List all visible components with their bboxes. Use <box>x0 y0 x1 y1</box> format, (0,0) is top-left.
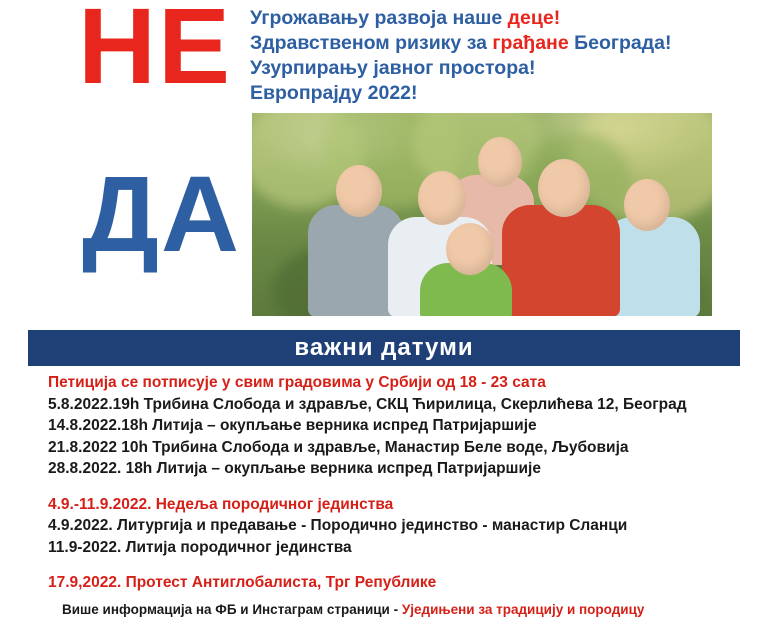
date-line: 21.8.2022 10h Трибина Слобода и здравље, Манастир Беле воде, Љубовија <box>48 438 629 456</box>
head <box>446 223 494 275</box>
family-photo <box>252 113 712 316</box>
footer-highlight: Уједињени за традицију и породицу <box>401 602 645 617</box>
torso <box>502 205 620 316</box>
headline-no: НЕ <box>78 0 233 106</box>
date-line: 4.9.2022. Литургија и предавање - Породично јединство - манастир Сланци <box>48 517 628 534</box>
slogan-line-2 <box>250 31 750 56</box>
headline-yes: ДА <box>82 153 241 274</box>
slogan-1-highlight: деце! <box>507 7 561 29</box>
footer-note <box>62 602 762 617</box>
slogan-list <box>250 6 750 106</box>
head <box>624 179 670 231</box>
slogan-line-4 <box>250 81 750 106</box>
slogan-2-highlight: грађане <box>492 32 569 54</box>
head <box>418 171 466 225</box>
date-line: 5.8.2022.19h Трибина Слобода и здравље, СКЦ Ћирилица, Скерлићева 12, Београд <box>48 395 687 413</box>
head <box>336 165 382 217</box>
date-line: 4.9.-11.9.2022. Недеља породичног јединства <box>48 495 394 513</box>
important-dates-band <box>28 330 740 366</box>
dates-list <box>48 372 748 594</box>
slogan-3-pre: Узурпирању јавног простора! <box>250 57 536 79</box>
date-line: 17.9,2022. Протест Антиглобалиста, Трг Републике <box>48 574 437 591</box>
head <box>478 137 522 187</box>
band-title: важни датуми <box>294 334 474 361</box>
date-line: 11.9-2022. Литија породичног јединства <box>48 538 352 556</box>
footer-pre: Више информација на ФБ и Инстаграм страници - <box>62 602 402 617</box>
slogan-line-1 <box>250 6 750 31</box>
date-line: Петиција се потписује у свим градовима у Србији од 18 - 23 сата <box>48 374 546 391</box>
head <box>538 159 590 217</box>
list-spacer <box>48 558 748 572</box>
date-line: 14.8.2022.18h Литија – окупљање верника испред Патријаршије <box>48 417 537 434</box>
slogan-1-pre: Угрожавању развоја наше <box>250 7 508 29</box>
slogan-line-3 <box>250 56 750 81</box>
slogan-2-post: Београда! <box>568 32 672 54</box>
date-line: 28.8.2022. 18h Литија – окупљање верника испред Патријаршије <box>48 460 541 477</box>
list-spacer <box>48 480 748 494</box>
slogan-4-pre: Европрајду 2022! <box>250 82 418 104</box>
photo-background <box>252 113 712 316</box>
slogan-2-pre: Здравственом ризику за <box>250 32 493 54</box>
